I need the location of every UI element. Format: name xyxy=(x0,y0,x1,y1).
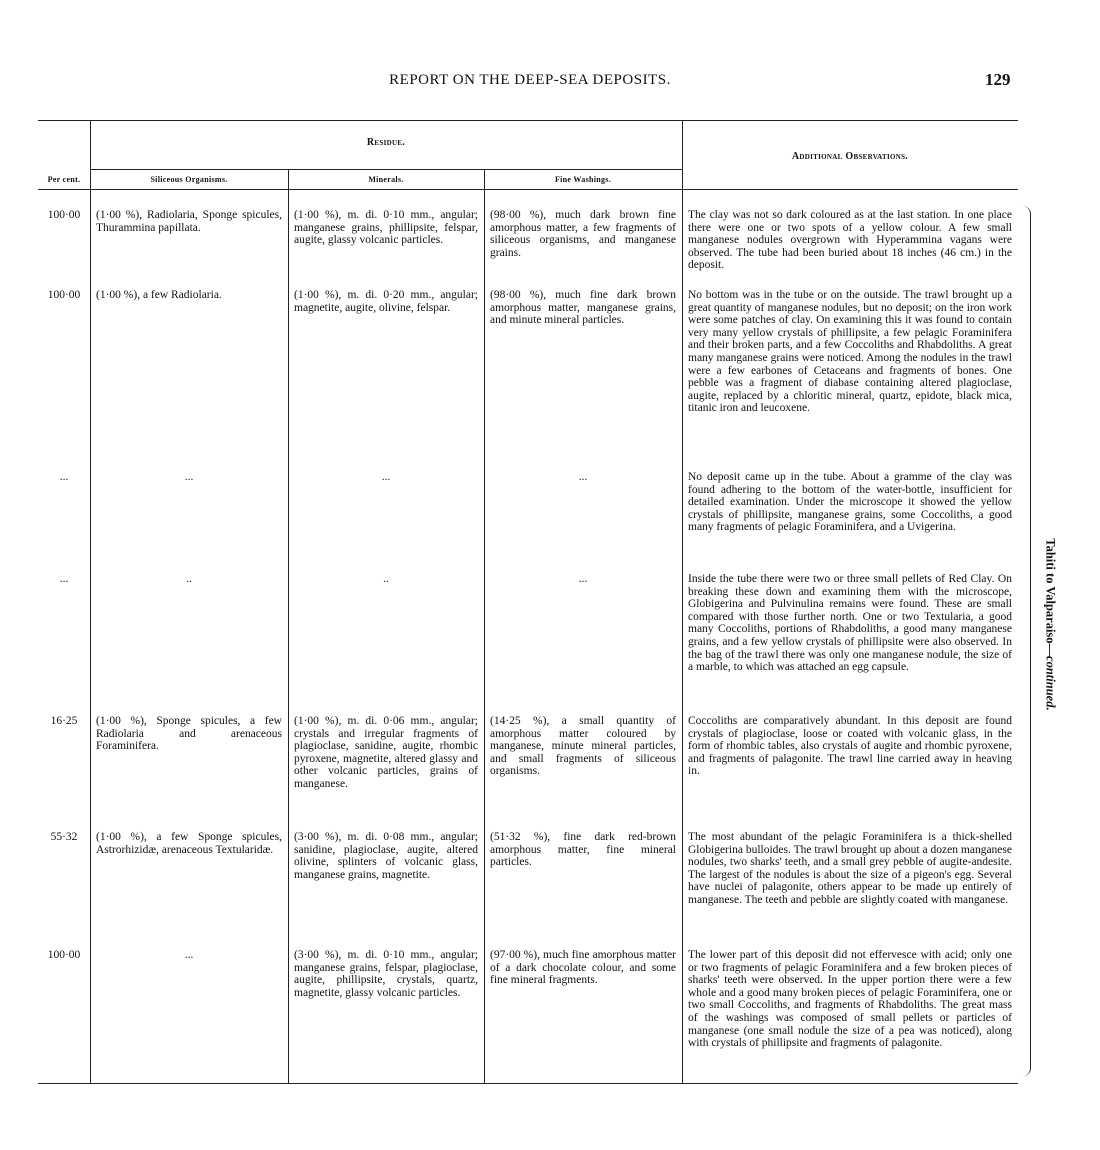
table-row-7-minerals: (3·00 %), m. di. 0·10 mm., angular; manganese grains, felspar, plagioclase, augite, phillipsite, crystals, quartz, magnetite, glassy volcanic particles. xyxy=(294,949,478,999)
running-title: REPORT ON THE DEEP-SEA DEPOSITS. xyxy=(389,72,671,88)
table-row-7-percent: 100·00 xyxy=(47,949,81,961)
group-header-rule xyxy=(90,169,682,170)
table-row-3-fine: ... xyxy=(578,471,588,483)
table-row-1-minerals: (1·00 %), m. di. 0·10 mm., angular; manganese grains, phillipsite, felspar, augite, glassy volcanic particles. xyxy=(294,209,478,247)
table-row-5-fine: (14·25 %), a small quantity of amorphous matter coloured by manganese, minute mineral particles, and small fragments of siliceous organisms. xyxy=(490,715,676,778)
table-row-6-percent: 55·32 xyxy=(50,831,78,843)
col-divider-3 xyxy=(484,169,485,1083)
table-row-3-percent: ... xyxy=(59,471,69,483)
residue-header: Residue. xyxy=(366,137,406,148)
page-number: 129 xyxy=(985,70,1011,89)
header-percent: Per cent. xyxy=(47,175,81,184)
col-divider-1 xyxy=(90,121,91,1083)
table-row-1-percent: 100·00 xyxy=(47,209,81,221)
header-observations: Additional Observations. xyxy=(791,151,909,162)
route-label: Tahiti to Valparaiso— xyxy=(1043,538,1058,657)
deposits-table xyxy=(38,120,1018,1084)
table-row-2-siliceous: (1·00 %), a few Radiolaria. xyxy=(96,289,222,301)
col-divider-4 xyxy=(682,121,683,1083)
header-siliceous: Siliceous Organisms. xyxy=(150,175,228,184)
table-row-4-observations: Inside the tube there were two or three small pellets of Red Clay. On breaking these down and examining them with the microscope, Globigerina and Pulvinulina remains were found. These are small compared with those further north. One or two Textularia, a good many Coccoliths, portions of Rhabdoliths, a good many manganese grains, and a few yellow crystals of phillipsite were also observed. In the bag of the trawl there was only one manganese nodule, the size of a marble, to which was attached an egg capsule. xyxy=(688,573,1012,674)
table-row-6-minerals: (3·00 %), m. di. 0·08 mm., angular; sanidine, plagioclase, augite, altered olivine, splinters of volcanic glass, manganese grains, magnetite. xyxy=(294,831,478,881)
table-row-2-observations: No bottom was in the tube or on the outside. The trawl brought up a great quantity of manganese nodules, but no deposit; on the iron work were some patches of clay. On examining this it was found to contain very many yellow crystals of phillipsite, a few pelagic Foraminifera and their broken parts, and a few Coccoliths and Rhabdoliths. A great many manganese grains were noticed. Among the nodules in the trawl were a few earbones of Cetaceans and fragments of bones. One pebble was a fragment of diabase containing altered plagioclase, augite, replaced by a chloritic mineral, quartz, epidote, black mica, titanic iron and leucoxene. xyxy=(688,289,1012,415)
table-row-6-siliceous: (1·00 %), a few Sponge spicules, Astrorhizidæ, arenaceous Textularidæ. xyxy=(96,831,282,856)
column-header-rule xyxy=(38,189,1018,190)
table-row-3-minerals: ... xyxy=(381,471,391,483)
header-fine-washings: Fine Washings. xyxy=(554,175,612,184)
route-sidenote-text xyxy=(1043,525,1058,725)
header-minerals: Minerals. xyxy=(368,175,404,184)
table-row-3-observations: No deposit came up in the tube. About a gramme of the clay was found adhering to the bottom of the water-bottle, insufficient for detailed examination. Under the microscope it showed the yellow crystals of phillipsite, manganese grains, some Coccoliths, a good many fragments of pelagic Foraminifera, and a Uvigerina. xyxy=(688,471,1012,534)
page-header xyxy=(0,68,1100,96)
col-divider-2 xyxy=(288,169,289,1083)
table-row-5-observations: Coccoliths are comparatively abundant. In this deposit are found crystals of plagioclase, loose or coated with volcanic glass, in the form of rhombic tables, also crystals of augite and rhombic pyroxene, and fragments of palagonite. The trawl line carried away in heaving in. xyxy=(688,715,1012,778)
table-row-7-observations: The lower part of this deposit did not effervesce with acid; only one or two fragments of pelagic Foraminifera and a few broken pieces of sharks' teeth were observed. In the upper portion there were a few whole and a good many broken pieces of pelagic Foraminifera, one or two small Coccoliths, and fragments of Rhabdoliths. The great mass of the washings was composed of small pellets or particles of manganese (one small nodule the size of a pea was noticed), along with crystals of phillipsite and fragments of palagonite. xyxy=(688,949,1012,1050)
table-row-6-observations: The most abundant of the pelagic Foraminifera is a thick-shelled Globigerina bulloides. The trawl brought up about a dozen manganese nodules, two sharks' teeth, and a small grey pebble of augite-andesite. The largest of the nodules is about the size of a pigeon's egg. Several have nuclei of palagonite, others appear to be made up entirely of manganese. The teeth and pebble are slightly coated with manganese. xyxy=(688,831,1012,906)
table-row-1-observations: The clay was not so dark coloured as at the last station. In one place there were one or two spots of a yellow colour. A few small manganese nodules overgrown with Hyperammina vagans were observed. The tube had been buried about 18 inches (46 cm.) in the deposit. xyxy=(688,209,1012,272)
table-row-1-fine: (98·00 %), much dark brown fine amorphous matter, a few fragments of siliceous organisms, and manganese grains. xyxy=(490,209,676,259)
table-row-7-fine: (97·00 %), much fine amorphous matter of a dark chocolate colour, and some fine mineral fragments. xyxy=(490,949,676,987)
table-row-4-percent: ... xyxy=(59,573,69,585)
table-row-4-siliceous: .. xyxy=(186,573,192,585)
table-row-2-percent: 100·00 xyxy=(47,289,81,301)
route-sidenote xyxy=(1040,525,1056,725)
table-row-5-siliceous: (1·00 %), Sponge spicules, a few Radiolaria and arenaceous Foraminifera. xyxy=(96,715,282,753)
continued-label: continued. xyxy=(1043,656,1058,711)
table-row-5-percent: 16·25 xyxy=(50,715,78,727)
table-row-4-fine: ... xyxy=(578,573,588,585)
table-row-2-fine: (98·00 %), much fine dark brown amorphous matter, manganese grains, and minute mineral particles. xyxy=(490,289,676,327)
table-row-6-fine: (51·32 %), fine dark red-brown amorphous matter, fine mineral particles. xyxy=(490,831,676,869)
table-row-2-minerals: (1·00 %), m. di. 0·20 mm., angular; magnetite, augite, olivine, felspar. xyxy=(294,289,478,314)
table-row-4-minerals: .. xyxy=(383,573,389,585)
table-row-7-siliceous: ... xyxy=(184,949,194,961)
row-group-brace xyxy=(1022,206,1031,1076)
table-row-5-minerals: (1·00 %), m. di. 0·06 mm., angular; crystals and irregular fragments of plagioclase, sanidine, augite, rhombic pyroxene, magnetite, altered glassy and other volcanic particles, grains of manganese. xyxy=(294,715,478,790)
table-row-1-siliceous: (1·00 %), Radiolaria, Sponge spicules, Thurammina papillata. xyxy=(96,209,282,234)
table-row-3-siliceous: ... xyxy=(184,471,194,483)
